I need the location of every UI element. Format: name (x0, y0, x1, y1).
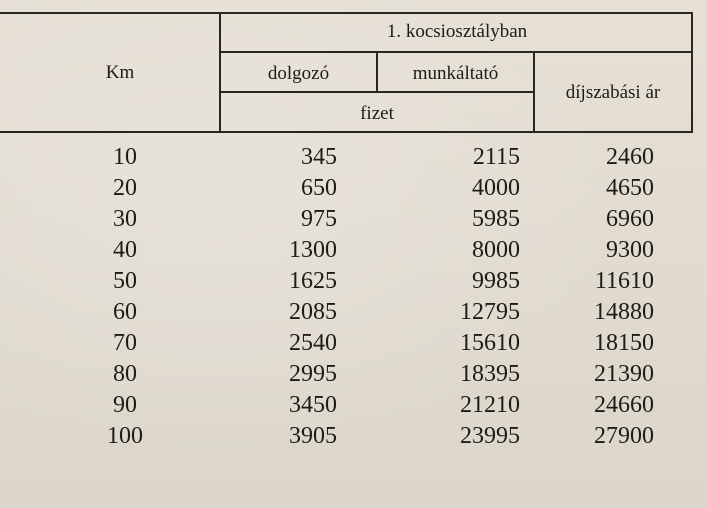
employer-cell: 2115 (472, 144, 520, 170)
worker-header: dolgozó (267, 63, 330, 84)
tariff-cell: 6960 (606, 206, 654, 232)
km-cell: 80 (113, 361, 137, 387)
employer-cell: 15610 (460, 330, 520, 356)
km-cell: 10 (113, 144, 137, 170)
tariff-cell: 27900 (594, 423, 654, 449)
worker-cell: 650 (301, 175, 337, 201)
tariff-cell: 24660 (594, 392, 654, 418)
tariff-cell: 14880 (594, 299, 654, 325)
table-row (0, 328, 707, 359)
km-cell: 50 (113, 268, 137, 294)
table-row (0, 142, 707, 173)
worker-cell: 975 (301, 206, 337, 232)
employer-cell: 5985 (472, 206, 520, 232)
table-row (0, 390, 707, 421)
table-row (0, 297, 707, 328)
tariff-cell: 2460 (606, 144, 654, 170)
table-row (0, 359, 707, 390)
pays-header: fizet (360, 103, 394, 124)
worker-cell: 2085 (289, 299, 337, 325)
pays-divider (219, 91, 535, 93)
class-header: 1. kocsiosztályban (386, 21, 528, 42)
tariff-cell: 11610 (594, 268, 654, 294)
worker-cell: 2540 (289, 330, 337, 356)
worker-cell: 345 (301, 144, 337, 170)
employer-cell: 8000 (472, 237, 520, 263)
km-cell: 60 (113, 299, 137, 325)
table-row (0, 421, 707, 452)
employer-cell: 23995 (460, 423, 520, 449)
worker-cell: 3450 (289, 392, 337, 418)
km-cell: 90 (113, 392, 137, 418)
tariff-cell: 9300 (606, 237, 654, 263)
header-bottom-border (0, 131, 693, 133)
km-cell: 100 (107, 423, 143, 449)
employer-cell: 12795 (460, 299, 520, 325)
table-header (0, 0, 707, 140)
tariff-cell: 18150 (594, 330, 654, 356)
worker-cell: 1300 (289, 237, 337, 263)
table-row (0, 204, 707, 235)
km-header: Km (105, 62, 135, 83)
tariff-header: díjszabási ár (565, 82, 661, 103)
table-row (0, 266, 707, 297)
table-row (0, 173, 707, 204)
km-cell: 20 (113, 175, 137, 201)
table-row (0, 235, 707, 266)
employer-cell: 21210 (460, 392, 520, 418)
km-cell: 40 (113, 237, 137, 263)
class-divider (219, 51, 693, 53)
km-cell: 30 (113, 206, 137, 232)
worker-cell: 1625 (289, 268, 337, 294)
employer-cell: 4000 (472, 175, 520, 201)
km-cell: 70 (113, 330, 137, 356)
worker-cell: 3905 (289, 423, 337, 449)
header-top-border (0, 12, 693, 14)
employer-cell: 18395 (460, 361, 520, 387)
worker-cell: 2995 (289, 361, 337, 387)
employer-header: munkáltató (412, 63, 499, 84)
employer-cell: 9985 (472, 268, 520, 294)
tariff-cell: 21390 (594, 361, 654, 387)
tariff-cell: 4650 (606, 175, 654, 201)
